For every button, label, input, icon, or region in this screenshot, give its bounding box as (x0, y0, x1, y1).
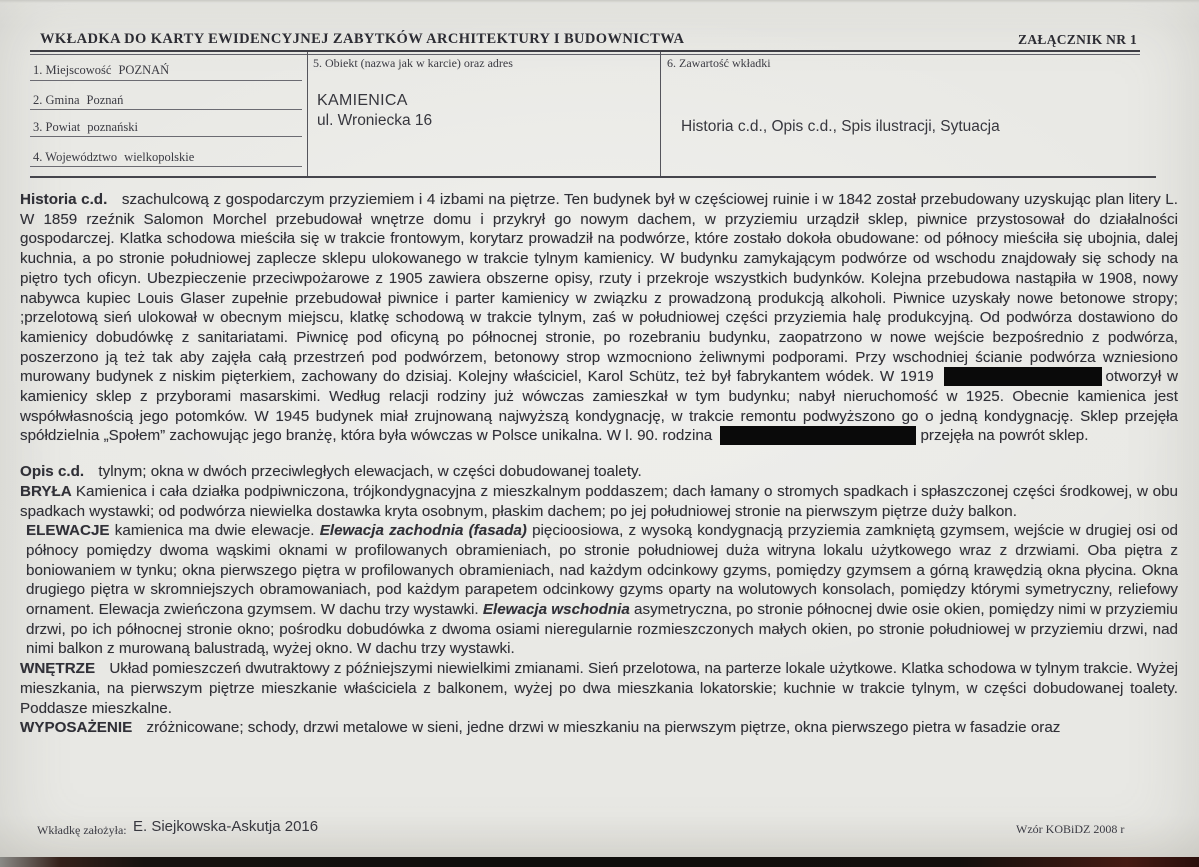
field-wojewodztwo (33, 150, 194, 165)
text-segment: przejęła na powrót sklep. (920, 427, 1089, 445)
field-wojewodztwo-value: wielkopolskie (124, 150, 195, 164)
text-segment: BRYŁA (20, 482, 76, 500)
column-divider-2 (660, 52, 661, 176)
footer-author: E. Siejkowska-Askutja 2016 (133, 818, 319, 835)
field-gmina-value: Poznań (86, 93, 124, 107)
field-gmina (33, 93, 123, 108)
field-wojewodztwo-underline (30, 166, 302, 167)
scan-edge-top (0, 0, 1199, 3)
document-body (20, 190, 1178, 738)
wyposazenie-paragraph (20, 718, 1178, 738)
footer-label: Wkładkę założyła: (37, 823, 127, 837)
field-powiat-underline (30, 136, 302, 137)
text-segment: ELEWACJE (26, 522, 115, 540)
field-powiat-value: poznański (87, 120, 138, 134)
bryla-paragraph (20, 482, 1178, 521)
field-gmina-label: 2. Gmina (33, 93, 80, 107)
field-gmina-underline (30, 109, 302, 110)
redaction-bar (720, 426, 916, 445)
field-obiekt-label: 5. Obiekt (nazwa jak w karcie) oraz adres (313, 56, 513, 70)
field-zawartosc-label: 6. Zawartość wkładki (667, 56, 771, 70)
zawartosc-value: Historia c.d., Opis c.d., Spis ilustracji, Sytuacja (681, 118, 1000, 135)
opis-paragraph (20, 462, 1178, 482)
header-table-bottom-border (30, 176, 1156, 178)
field-wojewodztwo-label: 4. Województwo (33, 150, 118, 164)
object-address: ul. Wroniecka 16 (317, 112, 433, 129)
text-segment: WNĘTRZE (20, 660, 96, 678)
text-segment: pięcioosiowa, z wysoką kondygnacją przyziemia zamkniętą gzymsem, wejście w drugiej osi od północy pomiędzy dwoma wąskimi oknami w profilowanych obramieniach, po stronie południowej duża witryna lokalu użytkowego wraz z drzwiami. Oba piętra z boniowaniem w tynku; okna pierwszego piętra w profilowanych obramieniach, nad każdym odcinkowy gzyms, pomiędzy gzymsem a górną krawędzią okna płycina. Okna drugiego piętra w skromniejszych obramowaniach, pod każdym parapetem odcinkowy gzyms oparty na wolutowych konsolach, pomiędzy którymi symetryczny, reliefowy ornament. Elewacja zwieńczona gzymsem. W dachu trzy wystawki. (26, 522, 1179, 619)
text-segment: otworzył w kamienicy sklep z przyborami masarskimi. Według relacji rodziny już wówczas zamieszkał w tym budynku; nabył nieruchomość w 1925. Obecnie kamienica jest współwłasnością jego potomków. W 1945 budynek miał zrujnowaną najwyższą kondygnację, w trakcie remontu podwyższono go o jedną kondygnację. Sklep przejęła spółdzielnia „Społem” zachowując jego branżę, która była wówczas w Polsce unikalna. W l. 90. rodzina (20, 368, 1178, 445)
title-rule-thin (30, 54, 1140, 55)
text-segment: Elewacja zachodnia (fasada) (319, 522, 533, 540)
text-segment: szachulcową z gospodarczym przyziemiem i 4 izbami na piętrze. Ten budynek był w częściowej ruinie i w 1842 został przebudowany uzyskując plan litery L. W 1859 rzeźnik Salomon Morchel przebudował wnętrze domu i przykrył go nowym dachem, w przyziemiu urządził sklep, piwnice przystosował do działalności gospodarczej. Klatka schodowa mieściła się w trakcie frontowym, korytarz prowadził na podwórze, które zostało dokoła obudowane: od północy mieściła się ubojnia, dalej kuchnia, a po stronie południowej zaplecze sklepu ulokowanego w trakcie tylnym kamienicy. W budynku zamykającym podwórze od wschodu znajdowały się schody na piętro tych oficyn. Ubezpieczenie przeciwpożarowe z 1905 zawiera obszerne opisy, rzuty i przekroje wszystkich budynków. Kolejna przebudowa nastąpiła w 1908, nowy nabywca kupiec Louis Glaser zupełnie przebudował piwnice i parter kamienicy w związku z prowadzoną produkcją alkoholi. Piwnice uzyskały nowe betonowe stropy; ;przelotową sień ulokował w obecnym miejscu, klatkę schodową w trakcie tylnym, zaś w południowej części przyziemia halę produkcyjną. Od podwórza dostawiono do kamienicy dobudówkę z sanitariatami. Piwnicę pod oficyną po północnej stronie, po rozebraniu budynku, zaopatrzono w nowe wejście bezpośrednio z podwórza, poszerzono ją też tak aby zajęła całą przestrzeń pod podwórzem, betonowy strop wzmocniono żeliwnymi podporami. Przy wschodniej ścianie podwórza wzniesiono murowany budynek z niskim pięterkiem, zachowany do dzisiaj. Kolejny właściciel, Karol Schütz, też był fabrykantem wódek. W 1919 (20, 191, 1178, 386)
text-segment: Historia c.d. (20, 191, 108, 208)
field-miejscowosc-value: POZNAŃ (118, 63, 170, 77)
footer-template-note: Wzór KOBiDZ 2008 r (1016, 822, 1125, 836)
scan-edge-bottom (0, 857, 1199, 867)
text-segment: Opis c.d. (20, 463, 85, 481)
text-segment: kamienica ma dwie elewacje. (114, 522, 320, 540)
wnetrze-paragraph (20, 659, 1178, 718)
field-miejscowosc (33, 63, 169, 78)
text-segment: tylnym; okna w dwóch przeciwległych elewacjach, w części dobudowanej toalety. (98, 463, 642, 481)
title-rule-thick (30, 50, 1140, 52)
field-miejscowosc-label: 1. Miejscowość (33, 63, 112, 77)
column-divider-1 (307, 52, 308, 176)
historia-paragraph (20, 190, 1178, 446)
field-miejscowosc-underline (30, 80, 302, 81)
object-name: KAMIENICA (317, 92, 408, 109)
redaction-bar (944, 367, 1102, 386)
text-segment: asymetryczna, po stronie północnej dwie osie okien, pomiędzy nimi w przyziemiu drzwi, po ich północnej stronie okno; pośrodku dobudówka z dwoma osiami nieregularnie rozmieszczonych małych okien, po stronie południowej w przyziemiu drzwi, nad nimi balkon z murowaną balustradą, wyżej okno. W dachu trzy wystawki. (26, 601, 1178, 658)
annex-label: ZAŁĄCZNIK NR 1 (1018, 32, 1137, 47)
text-segment: WYPOSAŻENIE (20, 719, 133, 737)
text-segment: Układ pomieszczeń dwutraktowy z późniejszymi niewielkimi zmianami. Sień przelotowa, na parterze lokale użytkowe. Klatka schodowa w tylnym trakcie. Wyżej mieszkania, na pierwszym piętrze mieszkanie właściciela z balkonem, wyżej po dwa mieszkania lokatorskie; kuchnie w trakcie tylnym, w części dobudowanej toalety. Poddasze mieszkalne. (20, 660, 1178, 717)
text-segment: zróżnicowane; schody, drzwi metalowe w sieni, jedne drzwi w mieszkaniu na pierwszym piętrze, okna pierwszego pietra w fasadzie oraz (146, 719, 1061, 737)
field-powiat-label: 3. Powiat (33, 120, 81, 134)
page-title: WKŁADKA DO KARTY EWIDENCYJNEJ ZABYTKÓW ARCHITEKTURY I BUDOWNICTWA (40, 31, 685, 47)
text-segment: Kamienica i cała działka podpiwniczona, trójkondygnacyjna z mieszkalnym poddaszem; dach łamany o stromych spadkach i spłaszczonej części środkowej, w obu spadkach wystawki; od podwórza niewielka dostawka kryta osobnym, płaskim dachem; po jej południowej stronie na pierwszym piętrze duży balkon. (20, 482, 1178, 520)
text-segment: Elewacja wschodnia (482, 601, 635, 619)
field-powiat (33, 120, 138, 135)
elewacje-paragraph (20, 521, 1178, 659)
